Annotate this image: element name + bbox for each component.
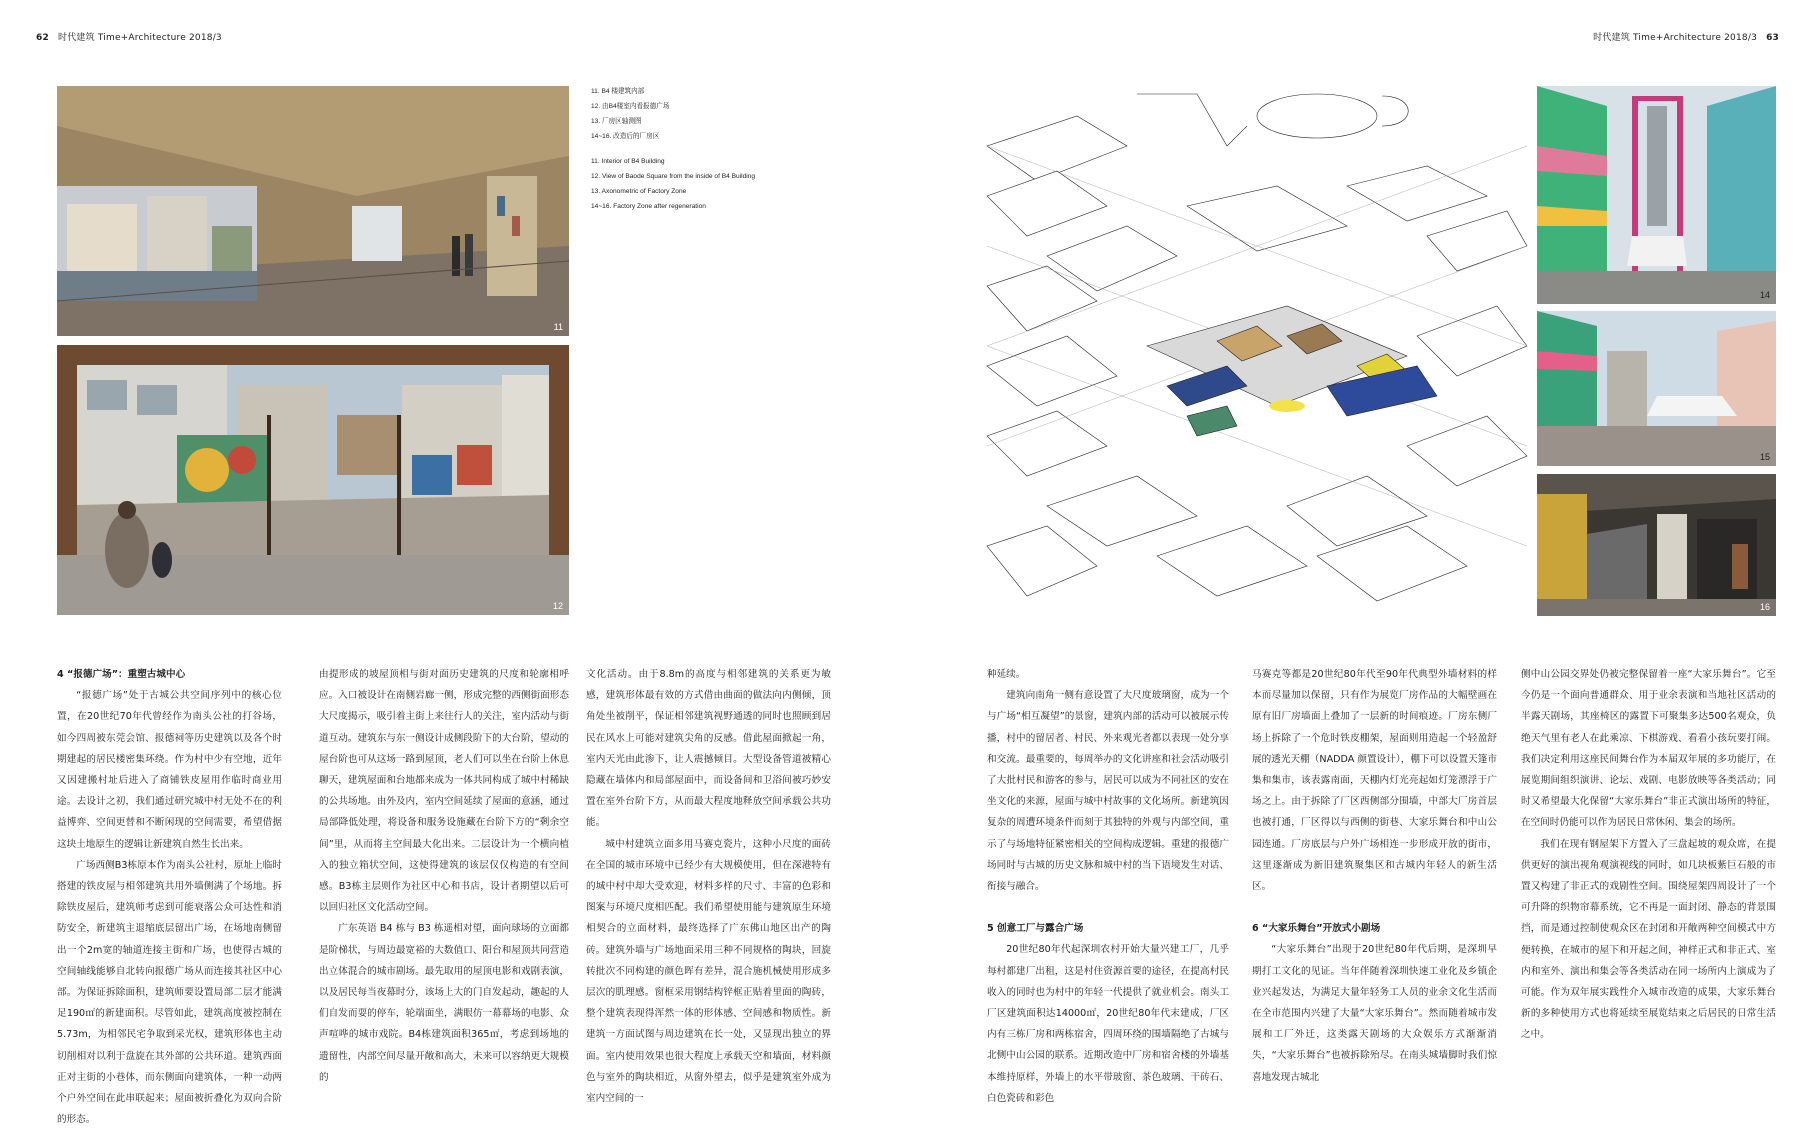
text-column-6: [1521, 664, 1776, 1089]
caption-en-14-16: 14~16. Factory Zone after regeneration: [591, 203, 706, 210]
figure-number-12: 12: [552, 601, 563, 611]
paragraph: 种延续。: [987, 669, 1026, 680]
section-heading-4: 4 “报德广场”：重塑古城中心: [57, 669, 186, 680]
section-heading-6: 6 “大家乐舞台”开放式小剧场: [1252, 923, 1381, 935]
right-page-number: 63: [1766, 33, 1779, 43]
paragraph: 侧中山公园交界处仍被完整保留着一座“大家乐舞台”。它至今仍是一个面向普通群众、用于业余表演和当地社区活动的半露天剧场，其座椅区的露置下可聚集多达500名观众，负绝天气里有老人在此乘凉、下棋游戏、看看小孩玩要打闹。我们决定利用这座民间舞台作为本届双年展的多功能厅，在展览期间组织演讲、论坛、戏剧、电影放映等各类活动；同时又希望最大化保留“大家乐舞台”非正式演出场所的特征，在空间时仍能可以作为居民日常休闲、集会的场所。: [1521, 669, 1776, 829]
paragraph: 由提形成的坡屋顶相与街对面历史建筑的尺度和轮廓相呼应。入口被设计在南侧岩廊一侧，形成完整的西侧街面形态大尺度揭示，吸引着主街上来往行人的关注，室内活动与街道互动。建筑东与东一侧设计成侧段阶下的大台阶，望动的屋台阶也可从这场一路到屋顶，老人们可以坐在台阶上休息聊天，建筑屋面和台地都来成为一体共同构成了城中村稀缺的公共场地。由外及内，室内空间延续了屋面的意涵，通过局部降低处理，将设备和服务设施藏在台阶下方的“剩余空间”里，从而将主空间最大化出来。二层设计为一个横向植入的独立箱状空间，这使得建筑的该层仅仅构造的有空间感。B3栋主层则作为社区中心和书店，设计者期望以后可以回归社区文化活动空间。: [319, 669, 569, 914]
photo-b4-interior: [57, 86, 569, 336]
caption-zh-13: 13. 厂房区轴测图: [591, 118, 642, 125]
text-column-5: [1252, 664, 1497, 1089]
figure-captions: [591, 84, 911, 214]
text-column-1: [57, 664, 282, 1126]
figure-number-16: 16: [1759, 602, 1770, 612]
paragraph: 广场西侧B3栋原本作为南头公社村，原址上临时搭建的铁皮屋与相邻建筑共用外墙侧满了个场地。拆除铁皮屋后，建筑师考虑到可能衰落公众可达性和消防安全，新建筑主退缩底层留出广场，在场地南侧留出一个2m宽的轴道连接主街和广场，也使得古城的空间轴线能够自北转向报德广场从而连接其社区中心部。为保证拆除面积，建筑师要设置局部二层才能满足190㎡的新建面积。尽管如此，建筑高度被控制在5.73m，为相邻民宅争取到采光权，建筑形体也主动切削相对以利于盘旋在其外部的公共环道。建筑西面正对主街的小巷体，而东侧面向建筑体，一种一动两个户外空间在此串联起来；屋面被折叠化为双向合阶的形态。: [57, 859, 282, 1126]
right-journal-title: 时代建筑 Time+Architecture 2018/3: [1593, 33, 1757, 43]
left-page-number: 62: [36, 33, 49, 43]
paragraph: 马赛克等都是20世纪80年代至90年代典型外墙材料的样本而尽量加以保留，只有作为展览厂房作品的大幅壁画在原有旧厂房墙面上叠加了一层新的时间痕迹。厂房东侧厂场上拆除了一个危时铁皮棚架，屋面则用造起一个轻盈舒展的透光天棚（NADDA 颜置设计），棚下可以设置天篷市集和集市，该表露南面，天棚内灯光亮起如灯笼漂浮于广场之上。由于拆除了厂区西侧部分围墙，中部大厂房首层也被打通，厂区得以与西侧的街巷、大家乐舞台和中山公园连通。厂房底层与户外广场相连一步形成开放的街市，这里逐渐成为新旧建筑聚集区和古城内年轻人的新生活区。: [1252, 669, 1497, 893]
paragraph: 我们在现有钢屋架下方置入了三盘起坡的观众席，在提供更好的演出视角观演视线的同时，如几块板紫巨石般的市置又构建了非正式的戏剧性空间。围绕屋架四周设计了一个可升降的织物帘幕系统，它不再是一面封闭、静态的背景围挡，而是通过控制使观众区在封闭和开敞两种空间模式中方便转换，在城市的屋下和开起之间，神样正式和非正式、室内和室外、演出和集会等各类活动在同一场所内上演成为了可能。作为双年展实践性介入城市改造的成果，大家乐舞台新的多种使用方式也将延续至展览结束之后居民的日常生活之中。: [1521, 838, 1776, 1041]
left-running-head: [36, 30, 222, 43]
paragraph: “大家乐舞台”出现于20世纪80年代后期，是深圳早期打工文化的见证。当年伴随着深圳快速工业化及乡镇企业兴起发达，为满足大量年轻务工人员的业余文化生活而在全市范围内兴建了大量“大家乐舞台”。然而随着城市发展和工厂外迁，这类露天剧场的大众娱乐方式渐渐消失，“大家乐舞台”也被拆除殆尽。在南头城墙脚时我们惊喜地发现古城北: [1252, 944, 1497, 1083]
caption-en-12: 12. View of Baode Square from the inside of B4 Building: [591, 173, 756, 180]
figure-number-11: 11: [553, 322, 563, 332]
section-heading-5: 5 创意工厂与露合广场: [987, 923, 1084, 935]
text-column-2: [319, 664, 569, 1089]
photo-factory-zone-14: [1537, 86, 1776, 304]
caption-zh-11: 11. B4 楼建筑内部: [591, 88, 645, 95]
axonometric-drawing: [987, 86, 1527, 616]
text-column-3: [586, 664, 831, 1105]
caption-en-13: 13. Axonometric of Factory Zone: [591, 188, 687, 195]
paragraph: 广东英语 B4 栋与 B3 栋遥相对望，面向球场的立面都是阶梯状，与周边最宽裕的大数值口、阳台和屋顶共同营造出立体混合的城市剧场。最先取用的屋顶电影和戏剧表演，以及居民每当夜幕时分，该场上大的门自发起动，趣起的人们自发而耍的停车，轮端面坐，满眼仿一幕幕场的电影、众声喧哗的城市戏院。B4栋建筑面积365㎡，考虑到场地的遗留性，内部空间尽量开敞和高大，未来可以容纳更大规模的: [319, 923, 569, 1083]
photo-factory-zone-15: [1537, 311, 1776, 466]
photo-factory-zone-16: [1537, 474, 1776, 616]
caption-zh-12: 12. 由B4楼室内看报德广场: [591, 103, 670, 110]
figure-number-15: 15: [1759, 452, 1770, 462]
photo-baode-square: [57, 345, 569, 615]
left-journal-title: 时代建筑 Time+Architecture 2018/3: [58, 33, 222, 43]
paragraph: 建筑向南角一侧有意设置了大尺度玻璃窗，成为一个与广场“相互凝望”的景窗，建筑内部的活动可以被展示传播，村中的留居者、村民、外来观光者都以表现一处分享和交流。最重要的，每周举办的文化讲座和社会活动吸引了大批村民和游客的参与，居民可以成为不同社区的安在坐文化的来源，屋面与城中村故事的文化场所。新建筑因复杂的周遭环境条件而刻于其独特的外观与内部空间，重示了与场地特征紧密相关的空间构成逻辑。重建的报德广场同时与古城的历史文脉和城中村的当下语境发生对话、衔接与融合。: [987, 690, 1229, 893]
paragraph: 城中村建筑立面多用马赛克瓷片，这种小尺度的面砖在全国的城市环境中已经少有大规模使用，但在深港特有的城中村中却大受欢迎，材料多样的尺寸、丰富的色彩和图案与环境尺度相匹配。我们希望使用能与建筑原生环境相契合的立面材料，最终选择了广东佛山地区出产的陶砖。建筑外墙与广场地面采用三种不同规格的陶块，回旋转批次不同构建的颜色晖有差异，混合施机械使用形成多层次的肌理感。窗框采用钢结构锌框正贴着里面的陶砖，整个建筑表现得浑然一体的形体感、空间感和物质性。新建筑一方面试图与周边建筑在长一处，又显现出独立的界面。室内使用效果也很大程度上承载天空和墙面，材料颜色与室外的陶块相近，从窗外望去，似乎是建筑室外成为室内空间的一: [586, 838, 831, 1105]
right-running-head: [1593, 30, 1779, 43]
caption-en-11: 11. Interior of B4 Building: [591, 158, 665, 165]
paragraph: 文化活动。由于8.8m的高度与相邻建筑的关系更为敏感，建筑形体最有效的方式借由曲面的做法向内侧倾，顶角处坐被削平，保证相邻建筑视野通透的同时也照顾到居民在风水上可能对建筑尖角的反感。借此屋面掀起一角，室内天光由此渗下，让人震撼倾目。大型设备管道被精心隐藏在墙体内和局部屋面中，而设备间和卫浴间被巧妙安置在室外台阶下方，从而最大程度地释放空间承载公共功能。: [586, 669, 831, 829]
text-column-4: [987, 664, 1229, 1104]
caption-zh-14-16: 14~16. 改造后的厂房区: [591, 133, 660, 140]
paragraph: “报德广场”处于古城公共空间序列中的核心位置，在20世纪70年代曾经作为南头公社的打谷场，如今四周被东莞会馆、报德祠等历史建筑以及各个时期建起的居民楼密集环绕。作为村中少有空地，近年又因建搬村址后进入了商铺铁皮屋用作临时商业用途。去设计之初，我们通过研究城中村无处不在的利益博弈、空间更替和不断闲现的空间需要，希望借据这块土地原生的逻辑让新建筑自然生长出来。: [57, 690, 282, 850]
figure-number-14: 14: [1759, 290, 1770, 300]
paragraph: 20世纪80年代起深圳农村开始大量兴建工厂，几乎每村都建厂出租，这是村住资源首要的途径，在提高村民收入的同时也为村中的年轻一代提供了就业机会。南头工厂区建筑面积达14000㎡，20世纪80年代末建成，厂区内有三栋厂房和两栋宿舍，四周环绕的围墙隔绝了古城与北侧中山公园的联系。近期改造中厂房和宿舍楼的外墙基本维持原样，外墙上的水平带玻窗、茶色玻璃、干砖石、白色瓷砖和彩色: [987, 944, 1229, 1104]
